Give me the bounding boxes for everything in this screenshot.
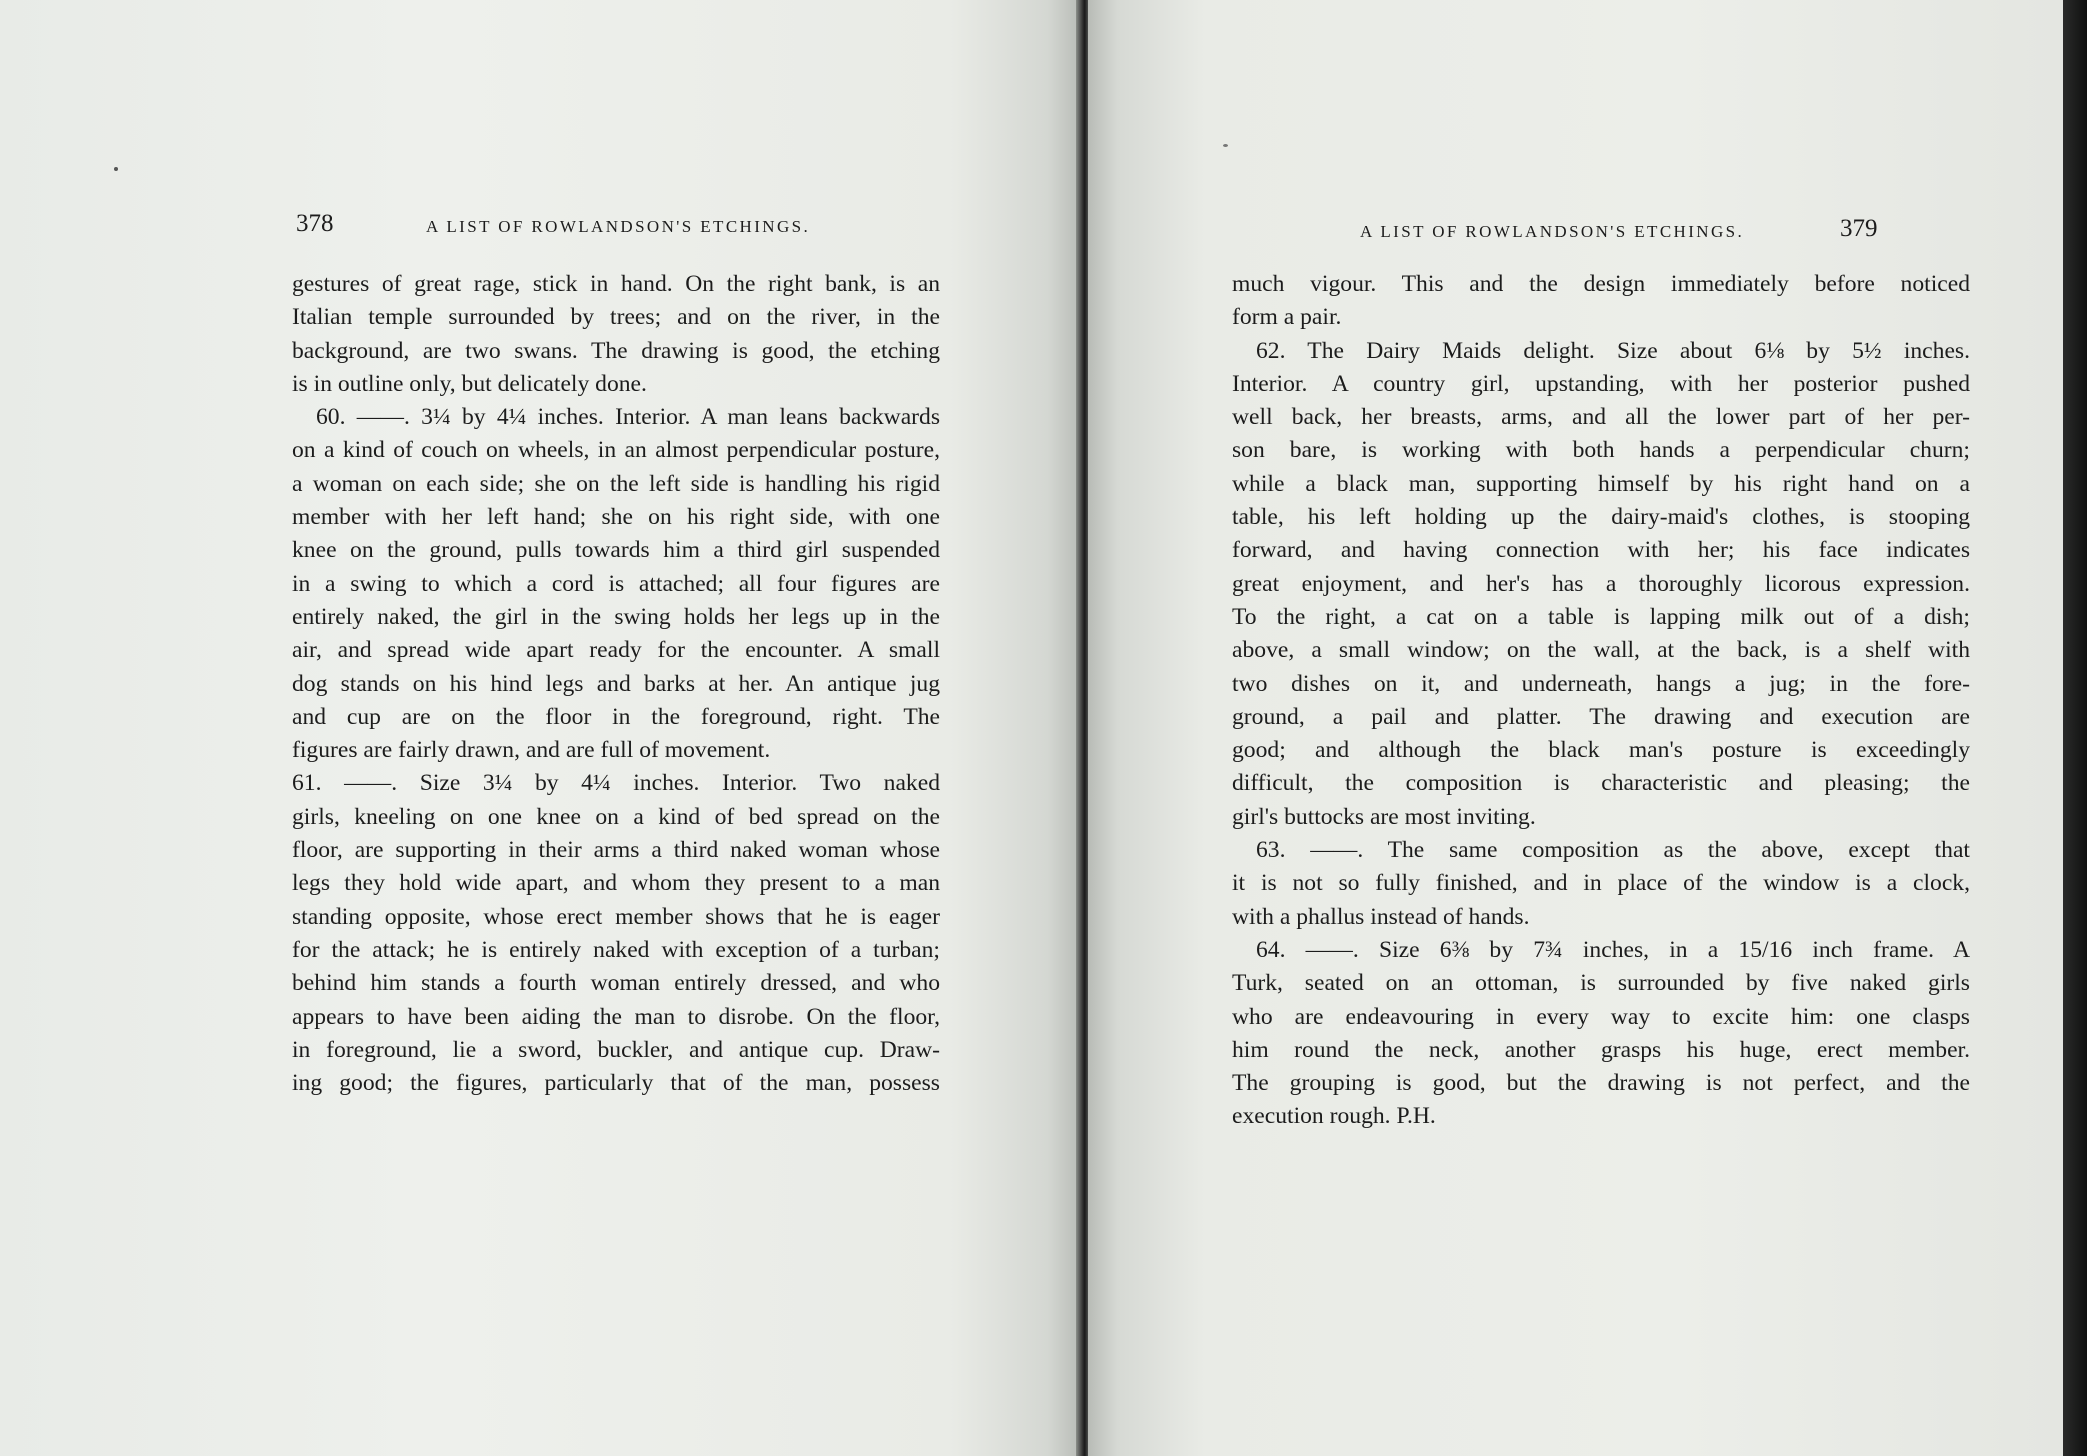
text-line: while a black man, supporting himself by his right hand on a bbox=[1232, 470, 1970, 497]
text-line: above, a small window; on the wall, at the back, is a shelf with bbox=[1232, 637, 1970, 664]
text-line: him round the neck, another grasps his huge, erect member. bbox=[1232, 1036, 1970, 1063]
text-line: and cup are on the floor in the foreground, right. The bbox=[292, 703, 940, 730]
text-line: table, his left holding up the dairy-maid's clothes, is stooping bbox=[1232, 504, 1970, 531]
text-line: a woman on each side; she on the left side is handling his rigid bbox=[292, 470, 940, 497]
text-line: son bare, is working with both hands a perpendicular churn; bbox=[1232, 437, 1970, 464]
text-line: good; and although the black man's posture is exceedingly bbox=[1232, 737, 1970, 764]
text-line: with a phallus instead of hands. bbox=[1232, 903, 1530, 930]
text-line: standing opposite, whose erect member shows that he is eager bbox=[292, 903, 940, 930]
text-line: legs they hold wide apart, and whom they present to a man bbox=[292, 870, 940, 897]
text-line: entirely naked, the girl in the swing holds her legs up in the bbox=[292, 603, 940, 630]
text-line: on a kind of couch on wheels, in an almost perpendicular posture, bbox=[292, 437, 940, 464]
text-line: in foreground, lie a sword, buckler, and antique cup. Draw- bbox=[292, 1036, 940, 1063]
text-line: figures are fairly drawn, and are full of movement. bbox=[292, 737, 771, 764]
text-line: much vigour. This and the design immediately before noticed bbox=[1232, 271, 1970, 297]
text-line: ground, a pail and platter. The drawing and execution are bbox=[1232, 703, 1970, 730]
text-line: difficult, the composition is characteristic and pleasing; the bbox=[1232, 770, 1970, 797]
text-line: form a pair. bbox=[1232, 304, 1342, 331]
text-line: appears to have been aiding the man to disrobe. On the floor, bbox=[292, 1003, 940, 1030]
text-line: forward, and having connection with her; his face indicates bbox=[1232, 537, 1970, 564]
left-page-number: 378 bbox=[296, 210, 334, 237]
text-line: who are endeavouring in every way to excite him: one clasps bbox=[1232, 1003, 1970, 1030]
text-line: knee on the ground, pulls towards him a third girl suspended bbox=[292, 537, 940, 564]
text-line: 63. ——. The same composition as the above, except that bbox=[1256, 837, 1970, 864]
right-page bbox=[1088, 0, 2063, 1456]
text-line: ing good; the figures, particularly that of the man, possess bbox=[292, 1070, 940, 1097]
text-line: The grouping is good, but the drawing is not perfect, and the bbox=[1232, 1070, 1970, 1097]
text-line: 62. The Dairy Maids delight. Size about 6⅛ by 5½ inches. bbox=[1256, 337, 1970, 364]
text-line: gestures of great rage, stick in hand. On the right bank, is an bbox=[292, 271, 940, 297]
text-line: Turk, seated on an ottoman, is surrounded by five naked girls bbox=[1232, 970, 1970, 997]
text-line: To the right, a cat on a table is lapping milk out of a dish; bbox=[1232, 603, 1970, 630]
paper-speck bbox=[114, 167, 118, 171]
text-line: background, are two swans. The drawing is good, the etching bbox=[292, 337, 940, 364]
text-line: Italian temple surrounded by trees; and on the river, in the bbox=[292, 304, 940, 331]
right-running-head: A LIST OF ROWLANDSON'S ETCHINGS. bbox=[1360, 222, 1745, 241]
text-line: dog stands on his hind legs and barks at her. An antique jug bbox=[292, 670, 940, 697]
text-line: in a swing to which a cord is attached; all four figures are bbox=[292, 570, 940, 597]
text-line: 64. ——. Size 6⅜ by 7¾ inches, in a 15/16 inch frame. A bbox=[1256, 936, 1970, 963]
right-body-text bbox=[1232, 268, 1970, 1134]
left-running-head: A LIST OF ROWLANDSON'S ETCHINGS. bbox=[426, 217, 811, 236]
text-line: great enjoyment, and her's has a thoroughly licorous expression. bbox=[1232, 570, 1970, 597]
text-line: it is not so fully finished, and in place of the window is a clock, bbox=[1232, 870, 1970, 897]
text-line: floor, are supporting in their arms a third naked woman whose bbox=[292, 837, 940, 864]
text-line: girls, kneeling on one knee on a kind of bed spread on the bbox=[292, 803, 940, 830]
paper-speck bbox=[1223, 144, 1228, 147]
text-line: behind him stands a fourth woman entirely dressed, and who bbox=[292, 970, 940, 997]
text-line: is in outline only, but delicately done. bbox=[292, 370, 647, 397]
text-line: member with her left hand; she on his right side, with one bbox=[292, 504, 940, 531]
text-line: execution rough. P.H. bbox=[1232, 1103, 1436, 1130]
text-line: Interior. A country girl, upstanding, with her posterior pushed bbox=[1232, 370, 1970, 397]
left-body-text bbox=[292, 268, 940, 1100]
text-line: well back, her breasts, arms, and all the lower part of her per- bbox=[1232, 404, 1970, 431]
text-line: for the attack; he is entirely naked with exception of a turban; bbox=[292, 936, 940, 963]
text-line: 60. ——. 3¼ by 4¼ inches. Interior. A man leans backwards bbox=[316, 404, 940, 431]
right-page-number: 379 bbox=[1840, 215, 1878, 242]
text-line: air, and spread wide apart ready for the encounter. A small bbox=[292, 637, 940, 664]
book-edge bbox=[2063, 0, 2087, 1456]
text-line: girl's buttocks are most inviting. bbox=[1232, 803, 1536, 830]
text-line: 61. ——. Size 3¼ by 4¼ inches. Interior. Two naked bbox=[292, 770, 940, 797]
text-line: two dishes on it, and underneath, hangs a jug; in the fore- bbox=[1232, 670, 1970, 697]
